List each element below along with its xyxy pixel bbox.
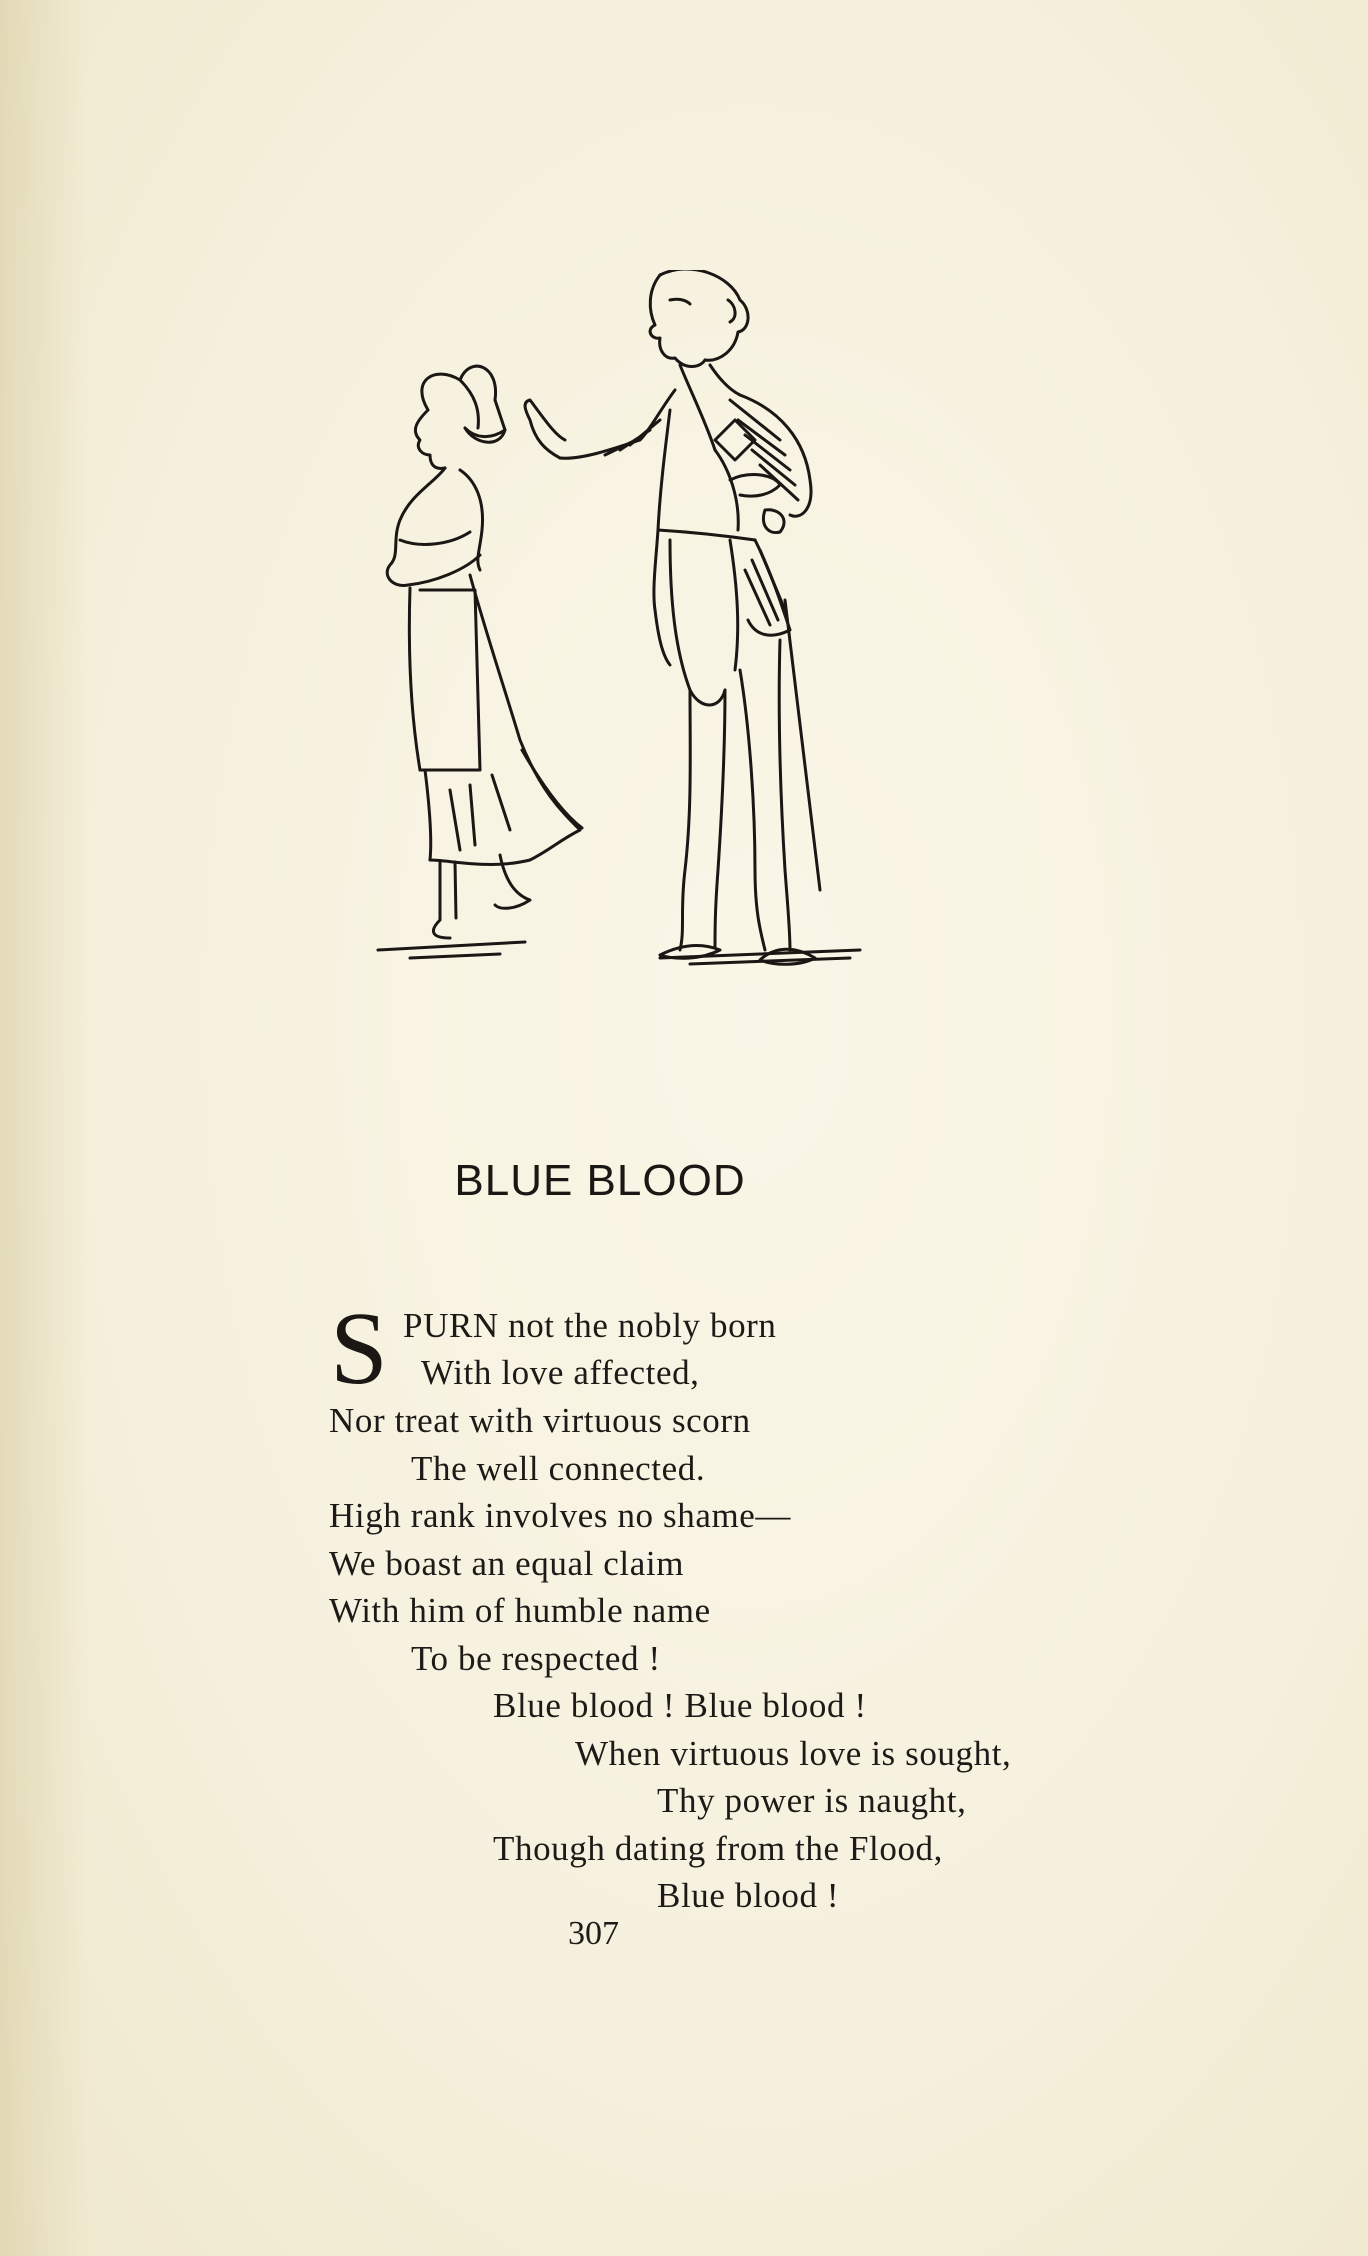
poem-line: Blue blood ! Blue blood !	[493, 1686, 867, 1725]
page-number: 307	[568, 1915, 619, 1952]
poem-line: With him of humble name	[329, 1591, 711, 1630]
poem-line: Though dating from the Flood,	[493, 1829, 943, 1868]
poem-line: Blue blood !	[657, 1876, 840, 1915]
drop-cap: S	[330, 1291, 388, 1406]
poem-line: The well connected.	[411, 1449, 706, 1488]
poem-line: When virtuous love is sought,	[575, 1734, 1012, 1773]
poem-line: PURN not the nobly born	[403, 1306, 777, 1345]
poem-line: Nor treat with virtuous scorn	[329, 1401, 751, 1440]
poem-line: High rank involves no shame—	[329, 1496, 792, 1535]
poem-line: Thy power is naught,	[657, 1781, 967, 1820]
poem-line: To be respected !	[411, 1639, 661, 1678]
poem-line: With love affected,	[421, 1353, 700, 1392]
poem-title: BLUE BLOOD	[454, 1156, 746, 1205]
poem-line: We boast an equal claim	[329, 1544, 685, 1583]
